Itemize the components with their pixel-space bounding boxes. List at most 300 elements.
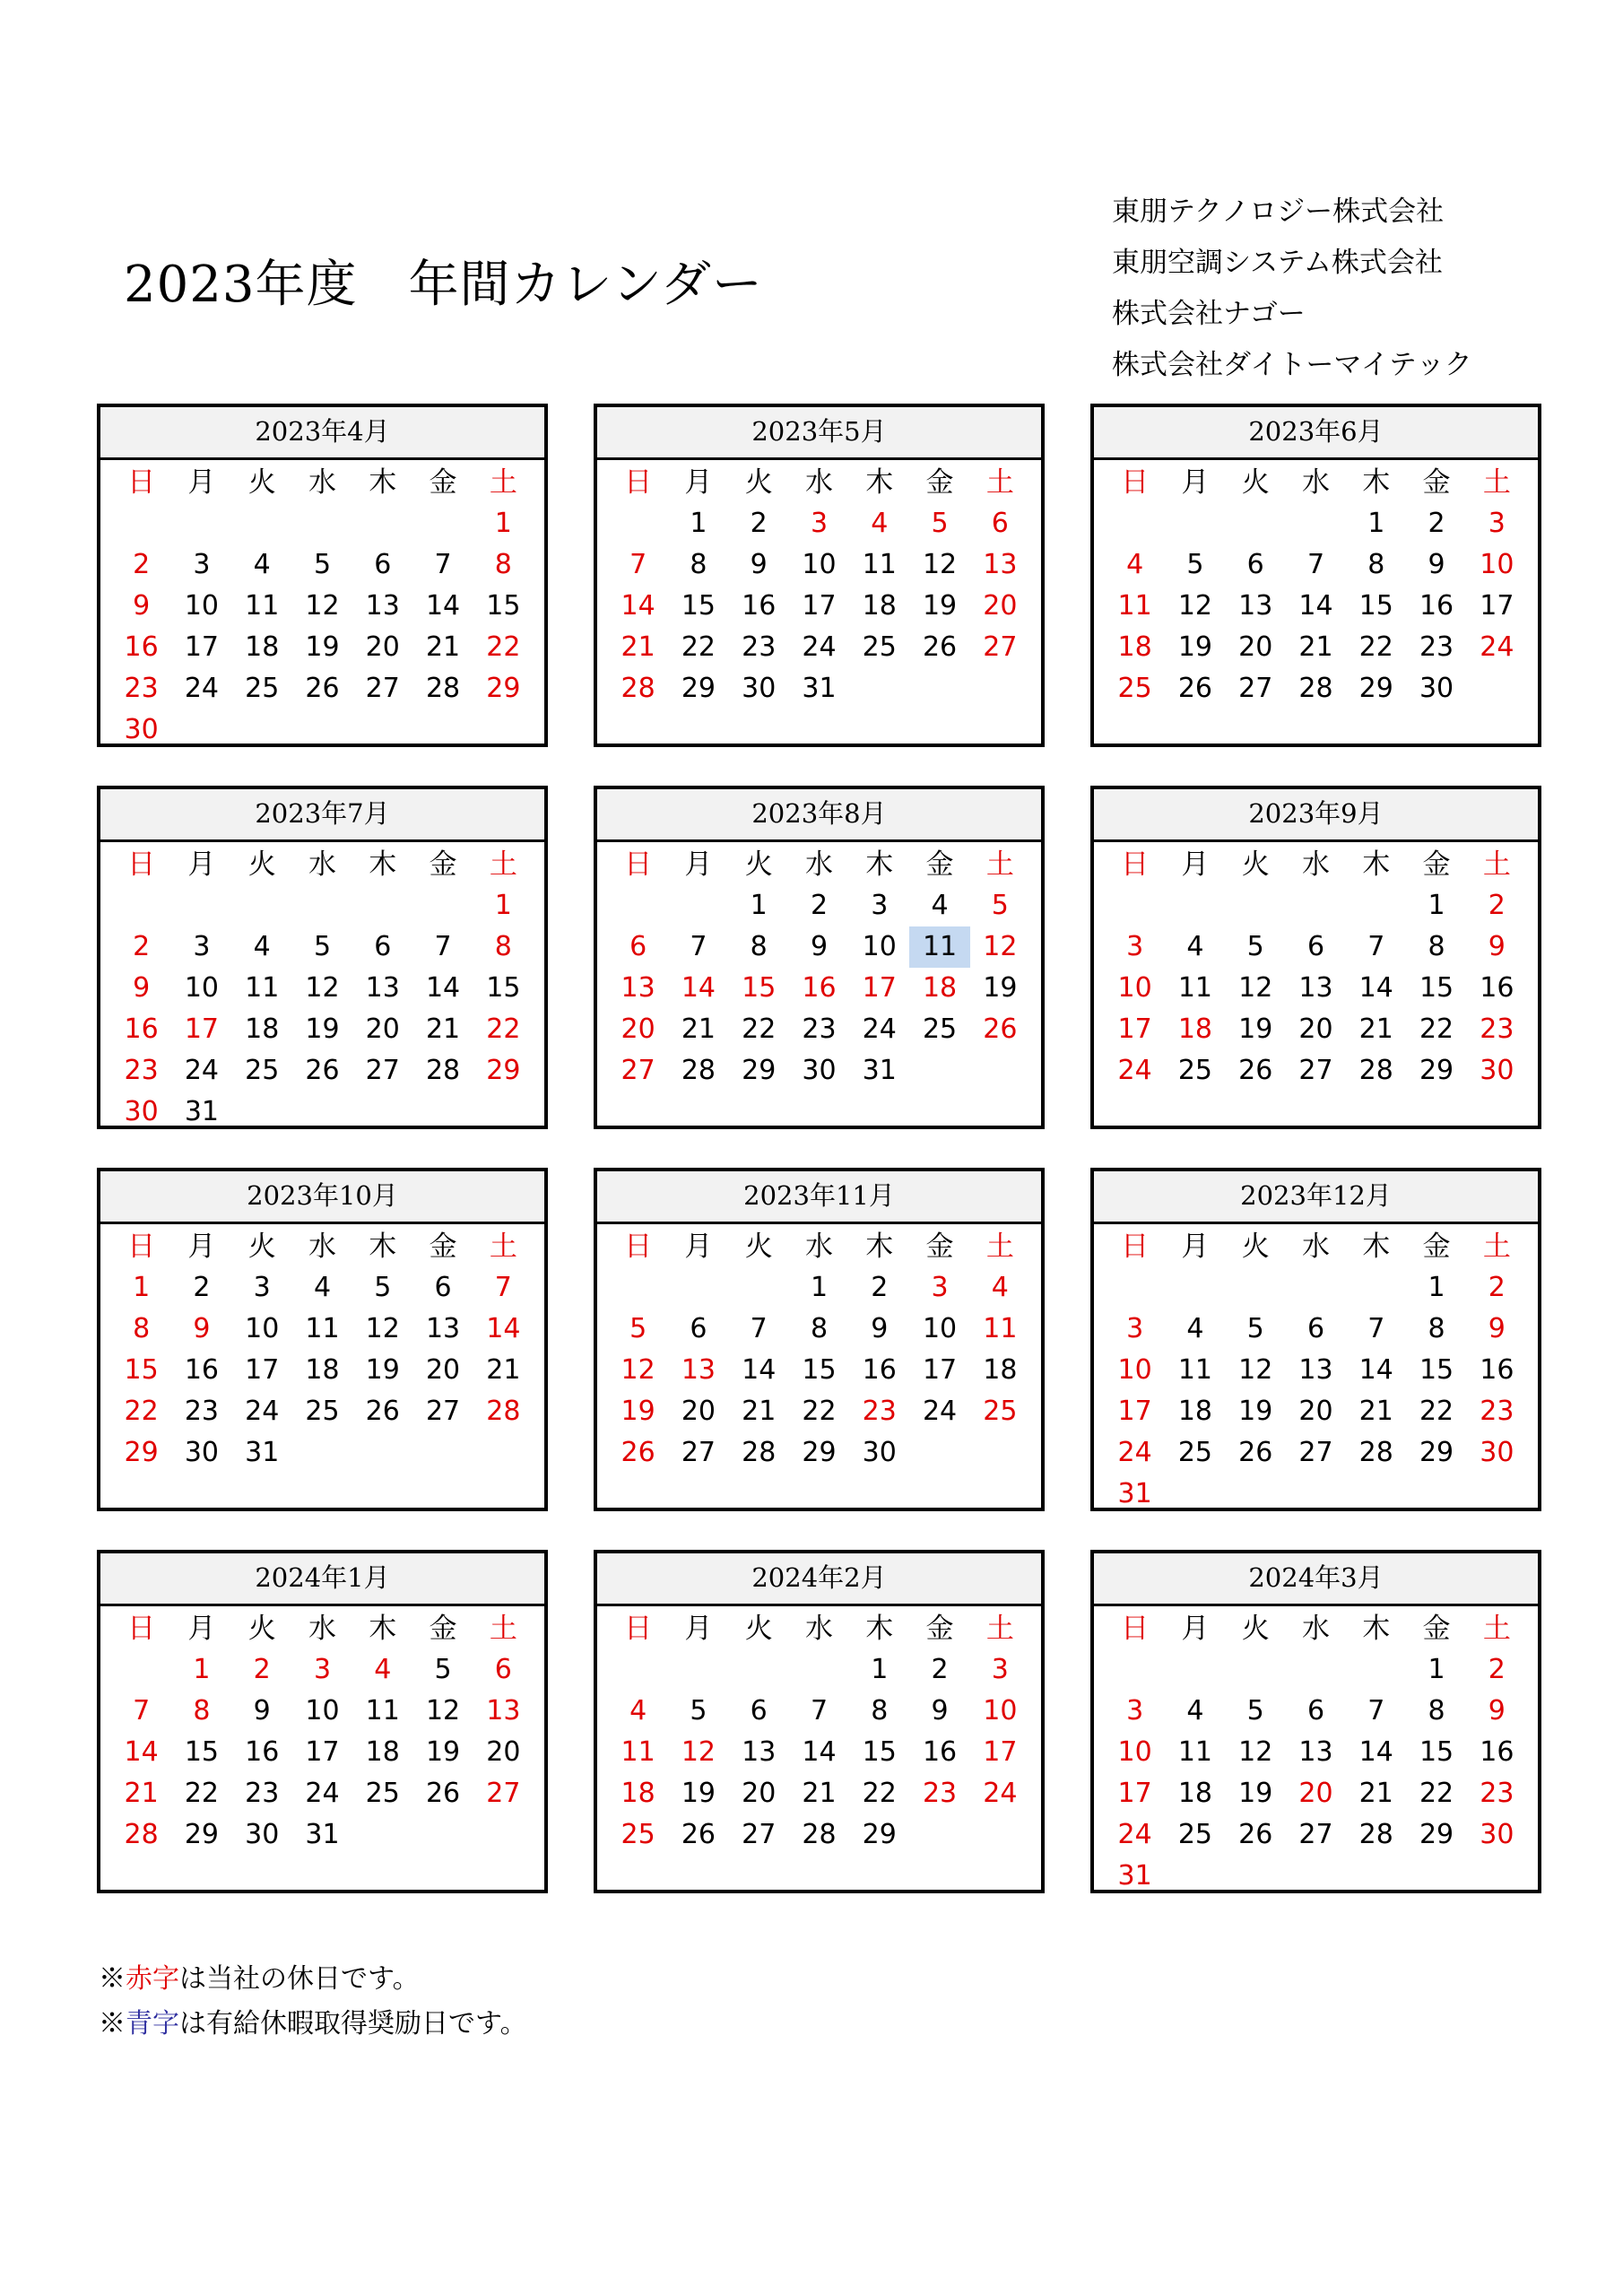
month-title: 2023年5月 — [597, 407, 1041, 460]
day-cell: 18 — [922, 972, 958, 1004]
day-cell: 2 — [750, 508, 768, 539]
day-cell: 4 — [253, 931, 271, 962]
note-text: は当社の休日です。 — [179, 1963, 420, 1995]
weekday-label: 金 — [429, 1613, 457, 1645]
day-cell: 30 — [1480, 1437, 1515, 1468]
empty-day-cell — [970, 1432, 1030, 1474]
weekday-label: 日 — [1121, 848, 1150, 881]
day-cell: 14 — [802, 1736, 837, 1768]
weekday-label: 日 — [127, 1231, 156, 1263]
month-title: 2023年11月 — [597, 1171, 1041, 1224]
day-cell: 19 — [681, 1778, 716, 1809]
weekday-header — [100, 1224, 544, 1267]
day-cell: 14 — [124, 1736, 159, 1768]
day-cell: 5 — [931, 508, 949, 539]
empty-day-cell — [1105, 885, 1165, 926]
week-row — [100, 1773, 544, 1814]
day-cell: 15 — [742, 972, 777, 1004]
weekday-label: 木 — [369, 466, 397, 499]
empty-day-cell — [1165, 885, 1225, 926]
weekday-label: 日 — [1121, 1231, 1150, 1263]
weekday-label: 火 — [1241, 1231, 1270, 1263]
day-cell: 24 — [922, 1396, 958, 1427]
day-cell: 27 — [983, 631, 1018, 663]
day-cell: 21 — [1358, 1396, 1393, 1427]
day-cell: 11 — [365, 1695, 400, 1726]
day-cell: 9 — [133, 590, 151, 622]
day-cell: 3 — [871, 890, 889, 921]
day-cell: 27 — [1298, 1437, 1333, 1468]
empty-day-cell — [668, 1267, 728, 1309]
day-cell: 26 — [305, 673, 340, 704]
day-cell: 7 — [810, 1695, 829, 1726]
day-cell: 26 — [1177, 673, 1213, 704]
day-cell: 29 — [1419, 1437, 1454, 1468]
empty-day-cell — [352, 1814, 412, 1856]
month-calendar — [594, 1550, 1045, 1893]
day-cell: 25 — [365, 1778, 400, 1809]
week-row — [100, 503, 544, 544]
weekday-label: 水 — [1301, 1231, 1330, 1263]
weekday-label: 金 — [429, 848, 457, 881]
weekday-label: 木 — [1362, 848, 1391, 881]
day-cell: 20 — [983, 590, 1018, 622]
day-cell: 30 — [1480, 1055, 1515, 1086]
day-cell: 7 — [1367, 1313, 1385, 1344]
week-row — [100, 1309, 544, 1350]
day-cell: 8 — [1428, 1695, 1445, 1726]
day-cell: 20 — [486, 1736, 521, 1768]
day-cell: 22 — [1358, 631, 1393, 663]
day-cell: 14 — [486, 1313, 521, 1344]
day-cell: 7 — [434, 931, 452, 962]
week-row — [597, 627, 1041, 668]
weekday-label: 木 — [865, 848, 894, 881]
empty-day-cell — [232, 1091, 292, 1133]
day-cell: 8 — [494, 931, 512, 962]
day-cell: 4 — [871, 508, 889, 539]
day-cell: 13 — [1238, 590, 1273, 622]
day-cell: 23 — [922, 1778, 958, 1809]
day-cell: 3 — [1126, 931, 1144, 962]
day-cell: 9 — [1488, 1313, 1506, 1344]
weekday-label: 木 — [369, 848, 397, 881]
day-cell: 1 — [1428, 1272, 1445, 1303]
day-cell: 19 — [305, 631, 340, 663]
week-row — [100, 668, 544, 709]
day-cell: 5 — [991, 890, 1009, 921]
week-row — [597, 968, 1041, 1009]
empty-day-cell — [849, 668, 909, 709]
empty-day-cell — [729, 1267, 789, 1309]
day-cell: 7 — [494, 1272, 512, 1303]
day-cell: 18 — [305, 1354, 340, 1386]
day-cell: 11 — [1177, 972, 1213, 1004]
day-cell: 29 — [1358, 673, 1393, 704]
week-row — [597, 668, 1041, 709]
day-cell: 16 — [124, 1013, 159, 1045]
week-row — [100, 885, 544, 926]
day-cell: 24 — [1117, 1819, 1152, 1850]
day-cell: 2 — [1488, 1272, 1506, 1303]
day-cell: 2 — [133, 549, 151, 580]
day-cell: 11 — [862, 549, 897, 580]
month-title: 2023年10月 — [100, 1171, 544, 1224]
weekday-label: 土 — [1482, 1231, 1511, 1263]
week-row — [597, 586, 1041, 627]
day-cell: 15 — [1358, 590, 1393, 622]
day-cell: 13 — [425, 1313, 461, 1344]
day-cell: 8 — [810, 1313, 829, 1344]
day-cell: 14 — [621, 590, 655, 622]
week-row — [1094, 1391, 1538, 1432]
week-row — [1094, 1814, 1538, 1856]
day-cell: 14 — [742, 1354, 777, 1386]
day-cell: 21 — [1298, 631, 1333, 663]
weekday-header — [100, 1606, 544, 1649]
day-cell: 5 — [313, 549, 332, 580]
day-cell: 30 — [742, 673, 777, 704]
week-row — [100, 586, 544, 627]
day-cell: 7 — [750, 1313, 768, 1344]
empty-day-cell — [1467, 1856, 1527, 1897]
day-cell: 29 — [486, 1055, 521, 1086]
weekday-label: 金 — [1422, 1231, 1451, 1263]
day-cell: 19 — [983, 972, 1018, 1004]
empty-day-cell — [1226, 1649, 1286, 1691]
day-cell: 26 — [621, 1437, 655, 1468]
weekday-label: 日 — [1121, 1613, 1150, 1645]
week-row — [1094, 503, 1538, 544]
day-cell: 31 — [862, 1055, 897, 1086]
weekday-header — [1094, 1606, 1538, 1649]
day-cell: 16 — [1419, 590, 1454, 622]
empty-day-cell — [1346, 1856, 1406, 1897]
day-cell: 8 — [193, 1695, 211, 1726]
weekday-label: 土 — [1482, 848, 1511, 881]
week-row — [1094, 1309, 1538, 1350]
weekday-label: 水 — [804, 1231, 833, 1263]
empty-day-cell — [412, 885, 473, 926]
day-cell: 11 — [621, 1736, 655, 1768]
day-cell: 18 — [365, 1736, 400, 1768]
weekday-label: 日 — [127, 1613, 156, 1645]
day-cell: 30 — [1480, 1819, 1515, 1850]
day-cell: 21 — [425, 631, 461, 663]
weekday-label: 木 — [865, 1231, 894, 1263]
day-cell: 30 — [124, 1096, 159, 1127]
day-cell: 27 — [742, 1819, 777, 1850]
week-row — [100, 627, 544, 668]
week-row — [1094, 1732, 1538, 1773]
weekday-label: 土 — [1482, 1613, 1511, 1645]
week-row — [100, 1350, 544, 1391]
week-row — [100, 968, 544, 1009]
week-row — [100, 1091, 544, 1133]
day-cell: 15 — [1419, 1354, 1454, 1386]
empty-day-cell — [232, 503, 292, 544]
day-cell: 3 — [1126, 1313, 1144, 1344]
month-title: 2024年2月 — [597, 1553, 1041, 1606]
empty-day-cell — [412, 1814, 473, 1856]
weekday-label: 金 — [1422, 466, 1451, 499]
week-row — [1094, 926, 1538, 968]
week-row — [1094, 627, 1538, 668]
empty-day-cell — [970, 668, 1030, 709]
day-cell: 13 — [1298, 1736, 1333, 1768]
day-cell: 22 — [742, 1013, 777, 1045]
day-cell: 22 — [862, 1778, 897, 1809]
day-cell: 18 — [245, 1013, 280, 1045]
week-row — [100, 1267, 544, 1309]
day-cell: 10 — [922, 1313, 958, 1344]
day-cell: 18 — [245, 631, 280, 663]
day-cell: 12 — [1238, 1736, 1273, 1768]
day-cell: 13 — [1298, 972, 1333, 1004]
weekday-header — [1094, 842, 1538, 885]
empty-day-cell — [1165, 1267, 1225, 1309]
day-cell: 6 — [434, 1272, 452, 1303]
day-cell: 4 — [1186, 931, 1204, 962]
day-cell: 26 — [305, 1055, 340, 1086]
note-blue-text: 青字 — [126, 2008, 179, 2039]
month-calendar — [594, 404, 1045, 747]
day-cell: 4 — [313, 1272, 332, 1303]
day-cell: 28 — [425, 673, 461, 704]
day-cell: 28 — [742, 1437, 777, 1468]
empty-day-cell — [111, 885, 171, 926]
empty-day-cell — [1406, 1474, 1466, 1515]
day-cell: 3 — [253, 1272, 271, 1303]
day-cell: 8 — [750, 931, 768, 962]
empty-day-cell — [292, 709, 352, 751]
day-cell: 2 — [871, 1272, 889, 1303]
day-cell: 12 — [365, 1313, 400, 1344]
day-cell: 27 — [486, 1778, 521, 1809]
day-cell: 29 — [1419, 1055, 1454, 1086]
weekday-label: 日 — [624, 1231, 653, 1263]
week-row — [100, 1691, 544, 1732]
day-cell: 19 — [305, 1013, 340, 1045]
weekday-label: 土 — [489, 1613, 517, 1645]
day-cell: 22 — [124, 1396, 159, 1427]
day-cell: 4 — [931, 890, 949, 921]
day-cell: 14 — [425, 590, 461, 622]
day-cell: 12 — [1238, 1354, 1273, 1386]
day-cell: 25 — [922, 1013, 958, 1045]
day-cell: 5 — [1246, 1313, 1264, 1344]
weekday-label: 土 — [489, 466, 517, 499]
month-title: 2024年3月 — [1094, 1553, 1538, 1606]
company-name: 株式会社ナゴー — [1112, 298, 1306, 330]
day-cell: 24 — [862, 1013, 897, 1045]
day-cell: 27 — [1238, 673, 1273, 704]
month-calendar — [1090, 1550, 1541, 1893]
week-row — [1094, 668, 1538, 709]
month-calendar — [1090, 786, 1541, 1129]
day-cell: 8 — [133, 1313, 151, 1344]
day-cell: 12 — [922, 549, 958, 580]
day-cell: 24 — [1117, 1055, 1152, 1086]
empty-day-cell — [352, 1432, 412, 1474]
day-cell: 2 — [1428, 508, 1445, 539]
day-cell: 6 — [750, 1695, 768, 1726]
day-cell: 20 — [681, 1396, 716, 1427]
day-cell: 22 — [486, 631, 521, 663]
day-cell: 25 — [1177, 1055, 1213, 1086]
empty-day-cell — [1226, 1474, 1286, 1515]
day-cell: 11 — [245, 972, 280, 1004]
empty-day-cell — [1226, 1267, 1286, 1309]
empty-day-cell — [292, 1432, 352, 1474]
weekday-label: 月 — [1181, 1231, 1210, 1263]
day-cell: 24 — [802, 631, 837, 663]
day-cell: 18 — [1177, 1013, 1213, 1045]
day-cell: 1 — [193, 1654, 211, 1685]
weekday-label: 水 — [804, 848, 833, 881]
day-cell: 19 — [1238, 1778, 1273, 1809]
empty-day-cell — [1467, 668, 1527, 709]
weekday-label: 土 — [985, 848, 1014, 881]
day-cell: 5 — [1186, 549, 1204, 580]
week-row — [1094, 544, 1538, 586]
day-cell: 24 — [983, 1778, 1018, 1809]
day-cell: 13 — [365, 590, 400, 622]
day-cell: 16 — [1480, 1736, 1515, 1768]
weekday-label: 月 — [1181, 848, 1210, 881]
week-row — [597, 1309, 1041, 1350]
day-cell: 5 — [313, 931, 332, 962]
weekday-label: 木 — [1362, 1613, 1391, 1645]
weekday-label: 金 — [925, 466, 954, 499]
day-cell: 20 — [1238, 631, 1273, 663]
day-cell: 28 — [1358, 1055, 1393, 1086]
month-title: 2023年9月 — [1094, 789, 1538, 842]
day-cell: 6 — [494, 1654, 512, 1685]
day-cell: 17 — [922, 1354, 958, 1386]
day-cell: 10 — [184, 972, 220, 1004]
day-cell: 1 — [494, 508, 512, 539]
week-row — [597, 1649, 1041, 1691]
weekday-label: 月 — [684, 848, 713, 881]
day-cell: 10 — [983, 1695, 1018, 1726]
day-cell: 13 — [983, 549, 1018, 580]
day-cell: 3 — [313, 1654, 332, 1685]
day-cell: 6 — [991, 508, 1009, 539]
weekday-label: 日 — [127, 848, 156, 881]
weekday-label: 日 — [624, 466, 653, 499]
day-cell: 10 — [802, 549, 837, 580]
day-cell: 22 — [184, 1778, 220, 1809]
weekday-label: 月 — [684, 466, 713, 499]
day-cell: 19 — [621, 1396, 655, 1427]
day-cell: 9 — [253, 1695, 271, 1726]
day-cell: 4 — [1186, 1695, 1204, 1726]
weekday-header — [597, 1606, 1041, 1649]
day-cell: 22 — [681, 631, 716, 663]
day-cell: 3 — [1488, 508, 1506, 539]
day-cell: 27 — [425, 1396, 461, 1427]
page-title: 2023年度 年間カレンダー — [124, 256, 763, 314]
day-cell: 9 — [1488, 931, 1506, 962]
day-cell: 22 — [802, 1396, 837, 1427]
day-cell: 17 — [305, 1736, 340, 1768]
day-cell: 14 — [681, 972, 716, 1004]
week-row — [597, 1009, 1041, 1050]
day-cell: 5 — [690, 1695, 707, 1726]
month-title: 2023年6月 — [1094, 407, 1538, 460]
day-cell: 11 — [245, 590, 280, 622]
day-cell: 27 — [365, 673, 400, 704]
empty-day-cell — [1286, 503, 1346, 544]
week-row — [100, 1009, 544, 1050]
day-cell: 20 — [365, 1013, 400, 1045]
month-calendar — [97, 1168, 548, 1511]
day-cell: 27 — [365, 1055, 400, 1086]
empty-day-cell — [171, 503, 231, 544]
day-cell: 29 — [124, 1437, 159, 1468]
day-cell: 16 — [802, 972, 837, 1004]
empty-day-cell — [1346, 1474, 1406, 1515]
day-cell: 3 — [193, 549, 211, 580]
empty-day-cell — [232, 885, 292, 926]
day-cell: 20 — [742, 1778, 777, 1809]
day-cell: 12 — [305, 590, 340, 622]
day-cell: 16 — [1480, 1354, 1515, 1386]
empty-day-cell — [909, 1050, 969, 1091]
day-cell: 18 — [621, 1778, 655, 1809]
day-cell: 17 — [1117, 1013, 1152, 1045]
weekday-label: 木 — [369, 1613, 397, 1645]
week-row — [1094, 1856, 1538, 1897]
day-cell: 2 — [931, 1654, 949, 1685]
day-cell: 6 — [1246, 549, 1264, 580]
weekday-label: 金 — [1422, 1613, 1451, 1645]
week-row — [100, 1391, 544, 1432]
day-cell: 29 — [742, 1055, 777, 1086]
day-cell: 1 — [133, 1272, 151, 1303]
day-cell: 17 — [802, 590, 837, 622]
day-cell: 6 — [374, 549, 392, 580]
day-cell: 5 — [1246, 1695, 1264, 1726]
week-row — [597, 503, 1041, 544]
day-cell: 9 — [133, 972, 151, 1004]
week-row — [1094, 1432, 1538, 1474]
week-row — [597, 1432, 1041, 1474]
day-cell: 4 — [991, 1272, 1009, 1303]
note-prefix: ※ — [99, 2008, 126, 2039]
day-cell: 30 — [245, 1819, 280, 1850]
weekday-label: 日 — [1121, 466, 1150, 499]
day-cell: 1 — [690, 508, 707, 539]
day-cell: 31 — [245, 1437, 280, 1468]
month-calendar — [1090, 1168, 1541, 1511]
empty-day-cell — [608, 1267, 668, 1309]
weekday-label: 火 — [247, 848, 276, 881]
day-cell: 26 — [1238, 1055, 1273, 1086]
empty-day-cell — [292, 885, 352, 926]
weekday-label: 金 — [1422, 848, 1451, 881]
weekday-label: 木 — [369, 1231, 397, 1263]
month-calendar — [97, 1550, 548, 1893]
day-cell: 6 — [1306, 1313, 1325, 1344]
day-cell: 20 — [1298, 1013, 1333, 1045]
note-paid-leave — [99, 2002, 527, 2047]
day-cell: 26 — [681, 1819, 716, 1850]
weekday-label: 金 — [429, 1231, 457, 1263]
day-cell: 6 — [374, 931, 392, 962]
empty-day-cell — [970, 1050, 1030, 1091]
